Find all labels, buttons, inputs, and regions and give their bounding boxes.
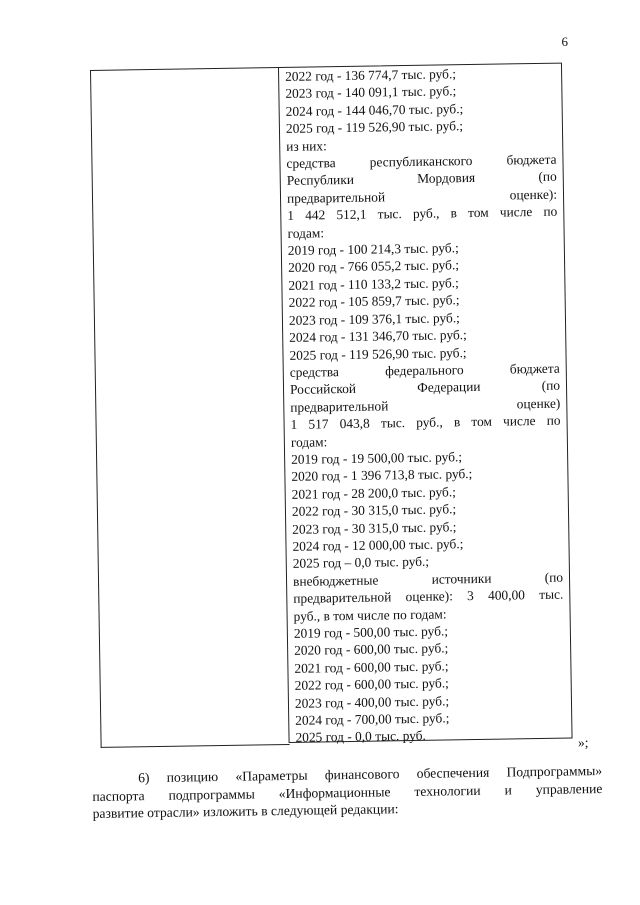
table-text-line: средства федерального бюджета bbox=[289, 360, 560, 380]
paragraph-line: паспорта подпрограммы «Информационные технологии и управление bbox=[92, 780, 603, 804]
table-text-line: годам: bbox=[290, 433, 328, 450]
table-text-line: 2024 год - 12 000,00 тыс. руб.; bbox=[292, 536, 464, 554]
table-right-cell bbox=[278, 63, 573, 746]
table-text-line: 2021 год - 600,00 тыс. руб.; bbox=[294, 658, 449, 676]
table-text-line: руб., в том числе по годам: bbox=[293, 606, 447, 624]
table-text-line: 2022 год - 30 315,0 тыс. руб.; bbox=[291, 501, 457, 520]
table-text-line: 2023 год - 400,00 тыс. руб.; bbox=[294, 693, 450, 711]
table-text-line: 2023 год - 30 315,0 тыс. руб.; bbox=[292, 518, 457, 537]
table-text-line: Российской Федерации (по bbox=[289, 377, 561, 398]
table-text-line: 2020 год - 766 055,2 тыс. руб.; bbox=[288, 257, 460, 276]
table-text-line: предварительной оценке): 3 400,00 тыс. bbox=[293, 586, 564, 607]
table-text-line: 2019 год - 100 214,3 тыс. руб.; bbox=[287, 240, 459, 258]
table-text-line: 2020 год - 1 396 713,8 тыс. руб.; bbox=[291, 466, 473, 485]
table-text-line: предварительной оценке): bbox=[286, 186, 558, 206]
amendment-paragraph bbox=[92, 762, 603, 823]
table-text-line: годам: bbox=[287, 225, 325, 241]
table-text-line: 2019 год - 500,00 тыс. руб.; bbox=[293, 623, 449, 641]
table-text-line: средства республиканского бюджета bbox=[286, 151, 557, 171]
table-text-line: 2020 год - 600,00 тыс. руб.; bbox=[294, 640, 449, 659]
table-text-line: 2022 год - 600,00 тыс. руб.; bbox=[294, 675, 449, 694]
table-text-line: 2019 год - 19 500,00 тыс. руб.; bbox=[291, 449, 463, 467]
table-text-line: 2022 год - 105 859,7 тыс. руб.; bbox=[288, 292, 460, 311]
page-number: 6 bbox=[561, 34, 568, 49]
table-left-cell bbox=[90, 67, 290, 748]
paragraph-line: 6) позицию «Параметры финансового обеспечения Подпрограммы» bbox=[138, 762, 603, 786]
table-text-line: 2022 год - 136 774,7 тыс. руб.; bbox=[285, 66, 457, 84]
table-text-line: 2025 год - 0,0 тыс. руб. bbox=[295, 728, 426, 746]
table-text-line: 2024 год - 700,00 тыс. руб.; bbox=[295, 710, 450, 728]
table-text-line: 2025 год – 0,0 тыс. руб.; bbox=[292, 554, 430, 572]
table-text-line: 2024 год - 144 046,70 тыс. руб.; bbox=[285, 100, 464, 119]
table-text-line: 2023 год - 140 091,1 тыс. руб.; bbox=[285, 83, 457, 102]
table-text-line: Республики Мордовия (по bbox=[286, 169, 557, 189]
table-text-line: 2024 год - 131 346,70 тыс. руб.; bbox=[289, 327, 467, 345]
table-text-line: 2021 год - 110 133,2 тыс. руб.; bbox=[288, 275, 459, 293]
table-text-line: 2023 год - 109 376,1 тыс. руб.; bbox=[288, 309, 460, 328]
table-text-line: 1 517 043,8 тыс. руб., в том числе по bbox=[290, 412, 561, 433]
closing-quote-mark: »; bbox=[578, 735, 589, 750]
table-text-line: 2021 год - 28 200,0 тыс. руб.; bbox=[291, 484, 456, 502]
table-text-line: 2025 год - 119 526,90 тыс. руб.; bbox=[285, 118, 464, 137]
paragraph-line: развитие отрасли» изложить в следующей редакции: bbox=[92, 801, 399, 822]
financing-table bbox=[90, 62, 585, 750]
table-text-line: из них: bbox=[286, 137, 327, 154]
table-text-line: внебюджетные источники (по bbox=[292, 569, 564, 589]
table-text-line: 2025 год - 119 526,90 тыс. руб.; bbox=[289, 344, 467, 363]
table-text-line: предварительной оценке) bbox=[290, 395, 561, 415]
table-text-line: 1 442 512,1 тыс. руб., в том числе по bbox=[287, 203, 558, 224]
